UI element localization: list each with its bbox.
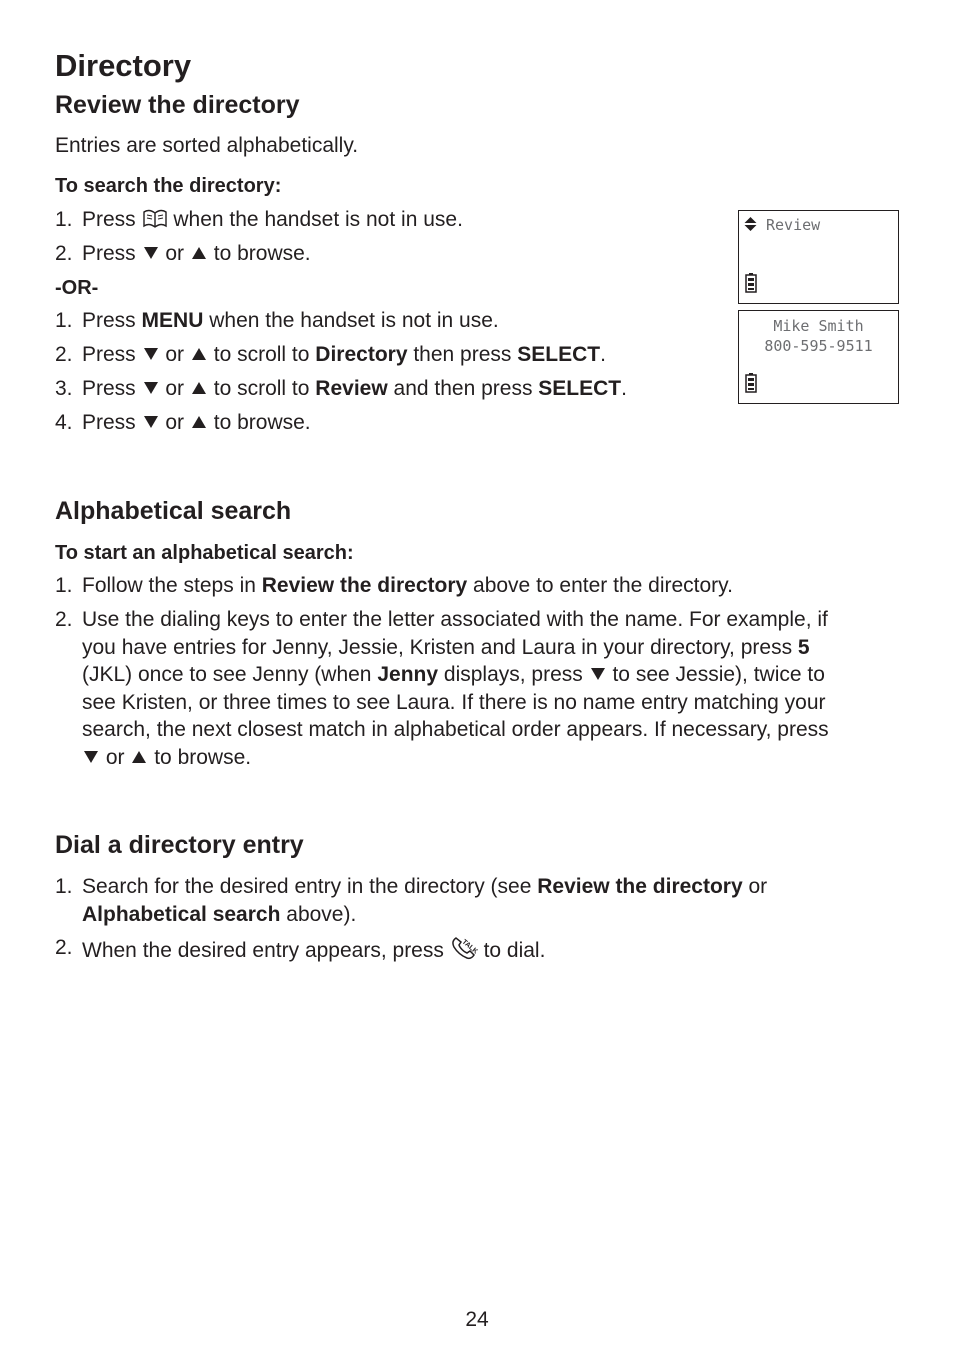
up-arrow-icon — [192, 416, 206, 428]
search-lead: To search the directory: — [55, 175, 282, 197]
review-intro: Entries are sorted alphabetically. — [55, 134, 359, 157]
down-arrow-icon — [144, 382, 158, 394]
battery-icon — [745, 373, 757, 397]
up-arrow-icon — [192, 247, 206, 259]
up-arrow-icon — [132, 751, 146, 763]
handset-screen-entry — [738, 310, 899, 404]
down-arrow-icon — [591, 668, 605, 680]
down-arrow-icon — [144, 348, 158, 360]
up-down-scroll-icon — [744, 217, 757, 235]
open-book-icon — [142, 209, 168, 237]
or-separator: -OR- — [55, 277, 99, 299]
down-arrow-icon — [84, 751, 98, 763]
page-number: 24 — [465, 1308, 489, 1331]
section-heading-dial: Dial a directory entry — [55, 831, 304, 859]
page-title: Directory — [55, 48, 192, 83]
talk-phone-icon — [450, 934, 478, 968]
section-heading-alpha: Alphabetical search — [55, 497, 292, 525]
handset-screen-review — [738, 210, 899, 304]
up-arrow-icon — [192, 348, 206, 360]
entry-number: 800-595-9511 — [764, 337, 873, 355]
down-arrow-icon — [144, 247, 158, 259]
entry-name: Mike Smith — [773, 317, 864, 335]
section-heading-review: Review the directory — [55, 91, 300, 119]
down-arrow-icon — [144, 416, 158, 428]
screen-label-review: Review — [766, 216, 821, 234]
svg-text:TALK: TALK — [460, 938, 478, 956]
alpha-lead: To start an alphabetical search: — [55, 542, 354, 564]
battery-icon — [745, 273, 757, 297]
up-arrow-icon — [192, 382, 206, 394]
